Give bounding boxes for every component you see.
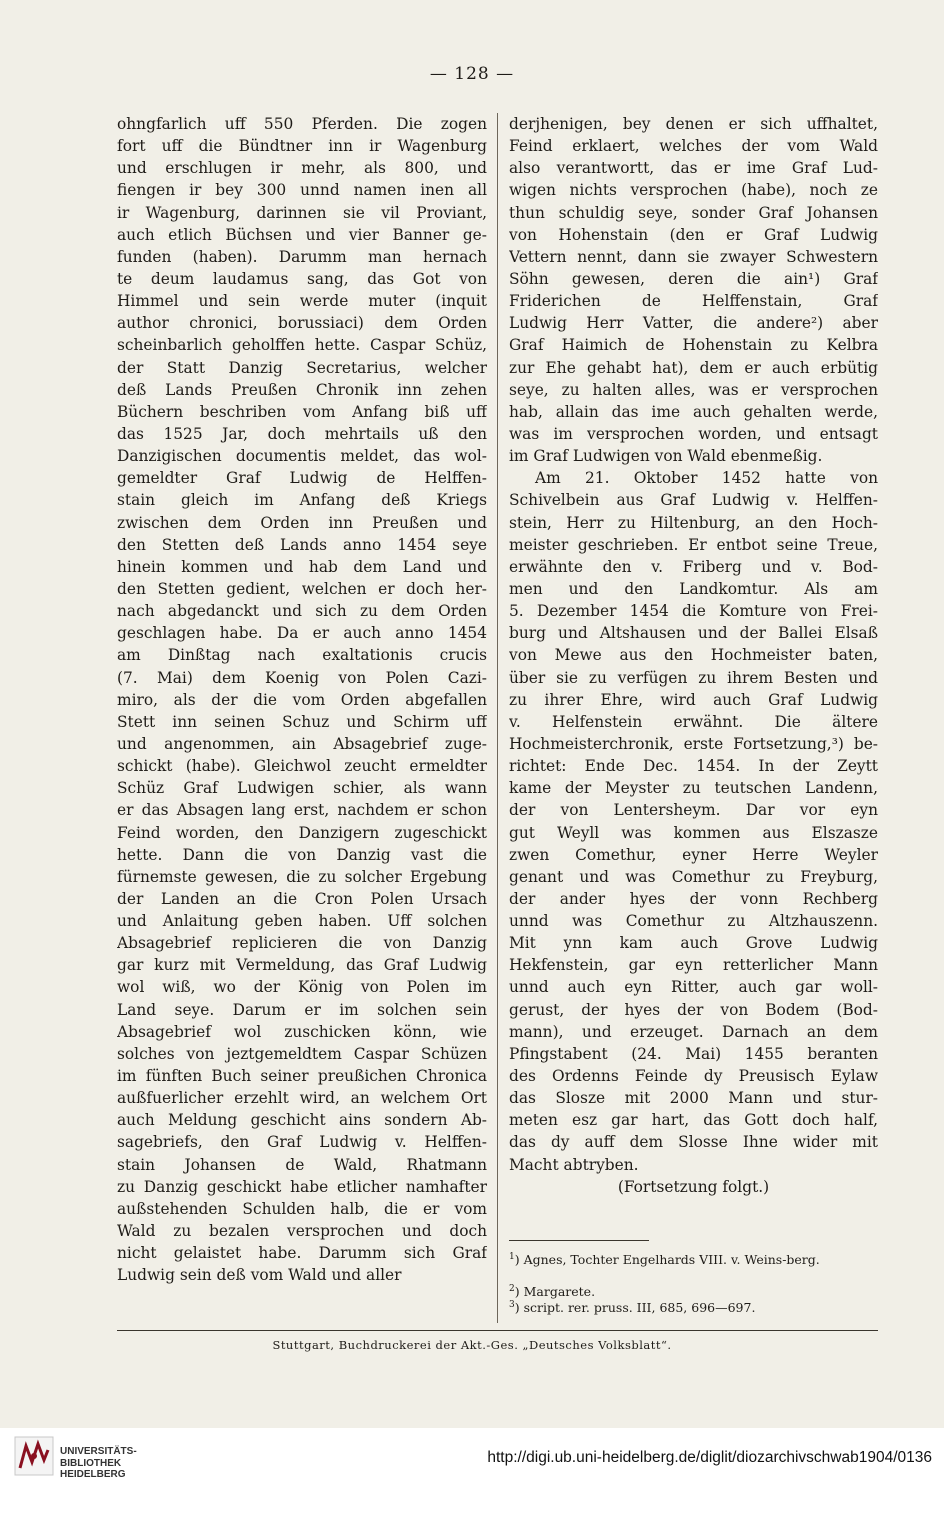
text-line: derjhenigen, bey denen er sich uffhaltet, [509,115,878,133]
text-line: richtet: Ende Dec. 1454. In der Zeytt [509,757,878,776]
text-line: wol wiß, wo der König von Polen im [117,978,487,997]
footnote-rule [509,1240,649,1241]
text-line: miro, als der die vom Orden abgefallen [117,690,487,709]
text-line: Macht abtryben. [509,1155,639,1174]
text-line: gar kurz mit Vermeldung, das Graf Ludwig [117,956,487,975]
text-line: stain gleich im Anfang deß Kriegs [117,491,487,510]
text-line: zur Ehe gehabt hat), dem er auch erbütig [509,358,878,377]
footnote-text: script. rer. pruss. III, 685, 696—697. [523,1300,756,1316]
right-column [509,113,878,1198]
text-line: solches von jeztgemeldtem Caspar Schüzen [117,1044,487,1063]
text-line: zu ihrer Ehre, wird auch Graf Ludwig [509,690,878,709]
text-line: schickt (habe). Gleichwol zeucht ermeldter [117,757,487,776]
text-line: (7. Mai) dem Koenig von Polen Cazi- [117,668,487,687]
text-line: über sie zu verfügen zu ihrem Besten und [509,668,878,687]
text-line: fiengen ir bey 300 unnd namen inen all [117,181,487,200]
text-line: des Ordenns Feinde dy Preusisch Eylaw [509,1067,878,1086]
text-line: im Graf Ludwigen von Wald ebenmeßig. [509,447,823,466]
text-line: Friderichen de Helffenstain, Graf [509,292,878,311]
left-column [117,113,487,1286]
column-divider [497,113,498,1323]
text-line: seye, zu halten alles, was er versprochen [509,380,878,399]
text-line: auch etlich Büchsen und vier Banner ge- [117,225,487,244]
text-line: hab, allain das ime auch gehalten werde, [509,402,878,421]
text-line: Hekfenstein, gar eyn retterlicher Mann [509,956,878,975]
source-url-link[interactable]: http://digi.ub.uni-heidelberg.de/diglit/diozarchivschwab1904/0136 [487,1449,932,1466]
text-line: außstehenden Schulden halb, die er vom [117,1199,487,1218]
text-line: außfuerlicher erzehlt wird, an welchem Ort [117,1089,487,1108]
footnote-text: Margarete. [523,1284,596,1300]
text-line: Ludwig Herr Vatter, die andere²) aber [509,314,878,333]
text-line: fort uff die Bündtner inn ir Wagenburg [117,137,487,156]
text-line: burg und Altshausen und der Ballei Elsaß [509,624,878,643]
text-line: meister geschrieben. Er entbot seine Treue, [509,535,878,554]
text-line: und Anlaitung geben haben. Uff solchen [117,912,487,931]
text-line: unnd auch eyn Ritter, auch gar woll- [509,978,878,997]
printer-imprint: Stuttgart, Buchdruckerei der Akt.-Ges. „Deutsches Volksblatt“. [272,1338,672,1352]
text-line: Land seye. Darum er im solchen sein [117,1000,487,1019]
text-line: Söhn gewesen, deren die ain¹) Graf [509,269,878,288]
text-line: gemeldter Graf Ludwig de Helffen- [117,469,487,488]
footnote-3: $^3$) script. rer. pruss. III, 685, 696—697. [509,1300,756,1316]
text-line: der von Lentersheym. Dar vor eyn [509,801,878,820]
text-line: das dy auff dem Slosse Ihne wider mit [509,1133,878,1152]
text-line: das 1525 Jar, doch mehrtails uß den [117,424,487,443]
text-line: erwähnte den v. Friberg und v. Bod- [509,557,878,576]
text-line: von Mewe aus den Hochmeister baten, [509,646,878,665]
text-line: v. Helfenstein erwähnt. Die ältere [509,712,878,731]
text-line: Absagebrief replicieren die von Danzig [117,934,487,953]
text-line: nach abgedanckt und sich zu dem Orden [117,602,487,621]
text-line: stein, Herr zu Hiltenburg, an den Hoch- [509,513,878,532]
text-line: zwischen dem Orden inn Preußen und [117,513,487,532]
text-line: Hochmeisterchronik, erste Fortsetzung,³) be- [509,734,878,753]
text-line: ir Wagenburg, darinnen sie vil Proviant, [117,203,487,222]
text-line: Büchern beschriben vom Anfang biß uff [117,402,487,421]
text-line: was im versprochen worden, und entsagt [509,424,878,443]
footnote-mark: 1 [509,1252,515,1262]
text-line: er das Absagen lang erst, nachdem er schon [117,801,487,820]
text-line: Wald zu bezalen versprochen und doch [117,1222,487,1241]
library-seal-icon [14,1436,54,1476]
text-line: men und den Landkomtur. Als am [509,579,878,598]
logo-line: HEIDELBERG [60,1469,126,1480]
text-line: (Fortsetzung folgt.) [617,1177,770,1196]
text-line: ohngfarlich uff 550 Pferden. Die zogen [117,115,487,133]
logo-line: BIBLIOTHEK [60,1457,122,1469]
text-line: geschlagen habe. Da er auch anno 1454 [117,624,487,643]
library-logo-text [60,1446,137,1481]
page-number: — 128 — [429,64,515,84]
text-line: der ander hyes der vonn Rechberg [509,889,878,908]
text-line: von Hohenstain (den er Graf Ludwig [509,225,878,244]
text-line: Absagebrief wol zuschicken könn, wie [117,1022,487,1041]
text-line: Pfingstabent (24. Mai) 1455 beranten [509,1044,878,1063]
text-line: Schüz Graf Ludwigen schier, als wann [117,779,487,798]
text-line: stain Johansen de Wald, Rhatmann [117,1155,487,1174]
text-line: author chronici, borussiaci) dem Orden [117,314,487,333]
text-line: thun schuldig seye, sonder Graf Johansen [509,203,878,222]
text-line: mann), und erzeuget. Darnach an dem [509,1022,878,1041]
text-line: scheinbarlich geholffen hette. Caspar Schüz, [117,336,487,355]
text-line: Ludwig sein deß vom Wald und aller [117,1266,402,1285]
text-line: Feind erklaert, welches der vom Wald [509,137,878,156]
footnote-2: $^2$) Margarete. [509,1284,596,1300]
text-line: zu Danzig geschickt habe etlicher namhafter [117,1177,487,1196]
text-line: sagebriefs, den Graf Ludwig v. Helffen- [117,1133,487,1152]
text-line: Mit ynn kam auch Grove Ludwig [509,934,878,953]
text-line: zwen Comethur, eyner Herre Weyler [509,845,878,864]
text-line: den Stetten deß Lands anno 1454 seye [117,535,487,554]
text-line: te deum laudamus sang, das Got von [117,269,487,288]
text-line: Vettern nennt, dann sie zwayer Schwestern [509,247,878,266]
footnote-mark: 3 [509,1300,515,1310]
text-line: den Stetten gedient, welchen er doch her- [117,579,487,598]
digital-library-footer [0,1428,944,1513]
bottom-rule [117,1330,878,1331]
text-line: der Statt Danzig Secretarius, welcher [117,358,487,377]
text-line: gerust, der hyes der von Bodem (Bod- [509,1000,878,1019]
text-line: auch Meldung geschicht ains sondern Ab- [117,1111,487,1130]
text-line: hinein kommen und hab dem Land und [117,557,487,576]
text-line: und angenommen, ain Absagebrief zuge- [117,734,487,753]
text-line: Himmel und sein werde muter (inquit [117,292,487,311]
text-line: deß Lands Preußen Chronik inn zehen [117,380,487,399]
text-line: genant und was Comethur zu Freyburg, [509,867,878,886]
text-line: fürnemste gewesen, die zu solcher Ergebung [117,867,487,886]
text-line: also verantwortt, das er ime Graf Lud- [509,159,878,178]
text-line: und erschlugen ir mehr, als 800, und [117,159,487,178]
text-line: Schivelbein aus Graf Ludwig v. Helffen- [509,491,878,510]
text-line: 5. Dezember 1454 die Komture von Frei- [509,602,878,621]
footnote-mark: 2 [509,1284,515,1294]
text-line: unnd was Comethur zu Altzhauszenn. [509,912,878,931]
logo-line: UNIVERSITÄTS- [60,1446,137,1457]
text-line: Graf Haimich de Hohenstain zu Kelbra [509,336,878,355]
text-line: hette. Dann die von Danzig vast die [117,845,487,864]
text-line: wigen nichts versprochen (habe), noch ze [509,181,878,200]
text-line: der Landen an die Cron Polen Ursach [117,889,487,908]
text-line: das Slosze mit 2000 Mann und stur- [509,1089,878,1108]
text-line: Danzigischen documentis meldet, das wol- [117,447,487,466]
text-line: Am 21. Oktober 1452 hatte von [535,469,878,488]
text-line: Stett inn seinen Schuz und Schirm uff [117,712,487,731]
text-line: gut Weyll was kommen aus Elszasze [509,823,878,842]
text-line: im fünften Buch seiner preußichen Chronica [117,1067,487,1086]
text-line: am Dinßtag nach exaltationis crucis [117,646,487,665]
footnote-1: $^1$) Agnes, Tochter Engelhards VIII. v. Weins-berg. [509,1252,820,1268]
text-line: nicht gelaistet habe. Darumm sich Graf [117,1244,487,1263]
text-line: Feind worden, den Danzigern zugeschickt [117,823,487,842]
text-line: kame der Meyster zu teutschen Landenn, [509,779,878,798]
text-line: meten esz gar hart, das Gott doch half, [509,1111,878,1130]
text-line: funden (haben). Darumm man hernach [117,247,487,266]
footnote-text: Agnes, Tochter Engelhards VIII. v. Weins-berg. [523,1252,820,1268]
